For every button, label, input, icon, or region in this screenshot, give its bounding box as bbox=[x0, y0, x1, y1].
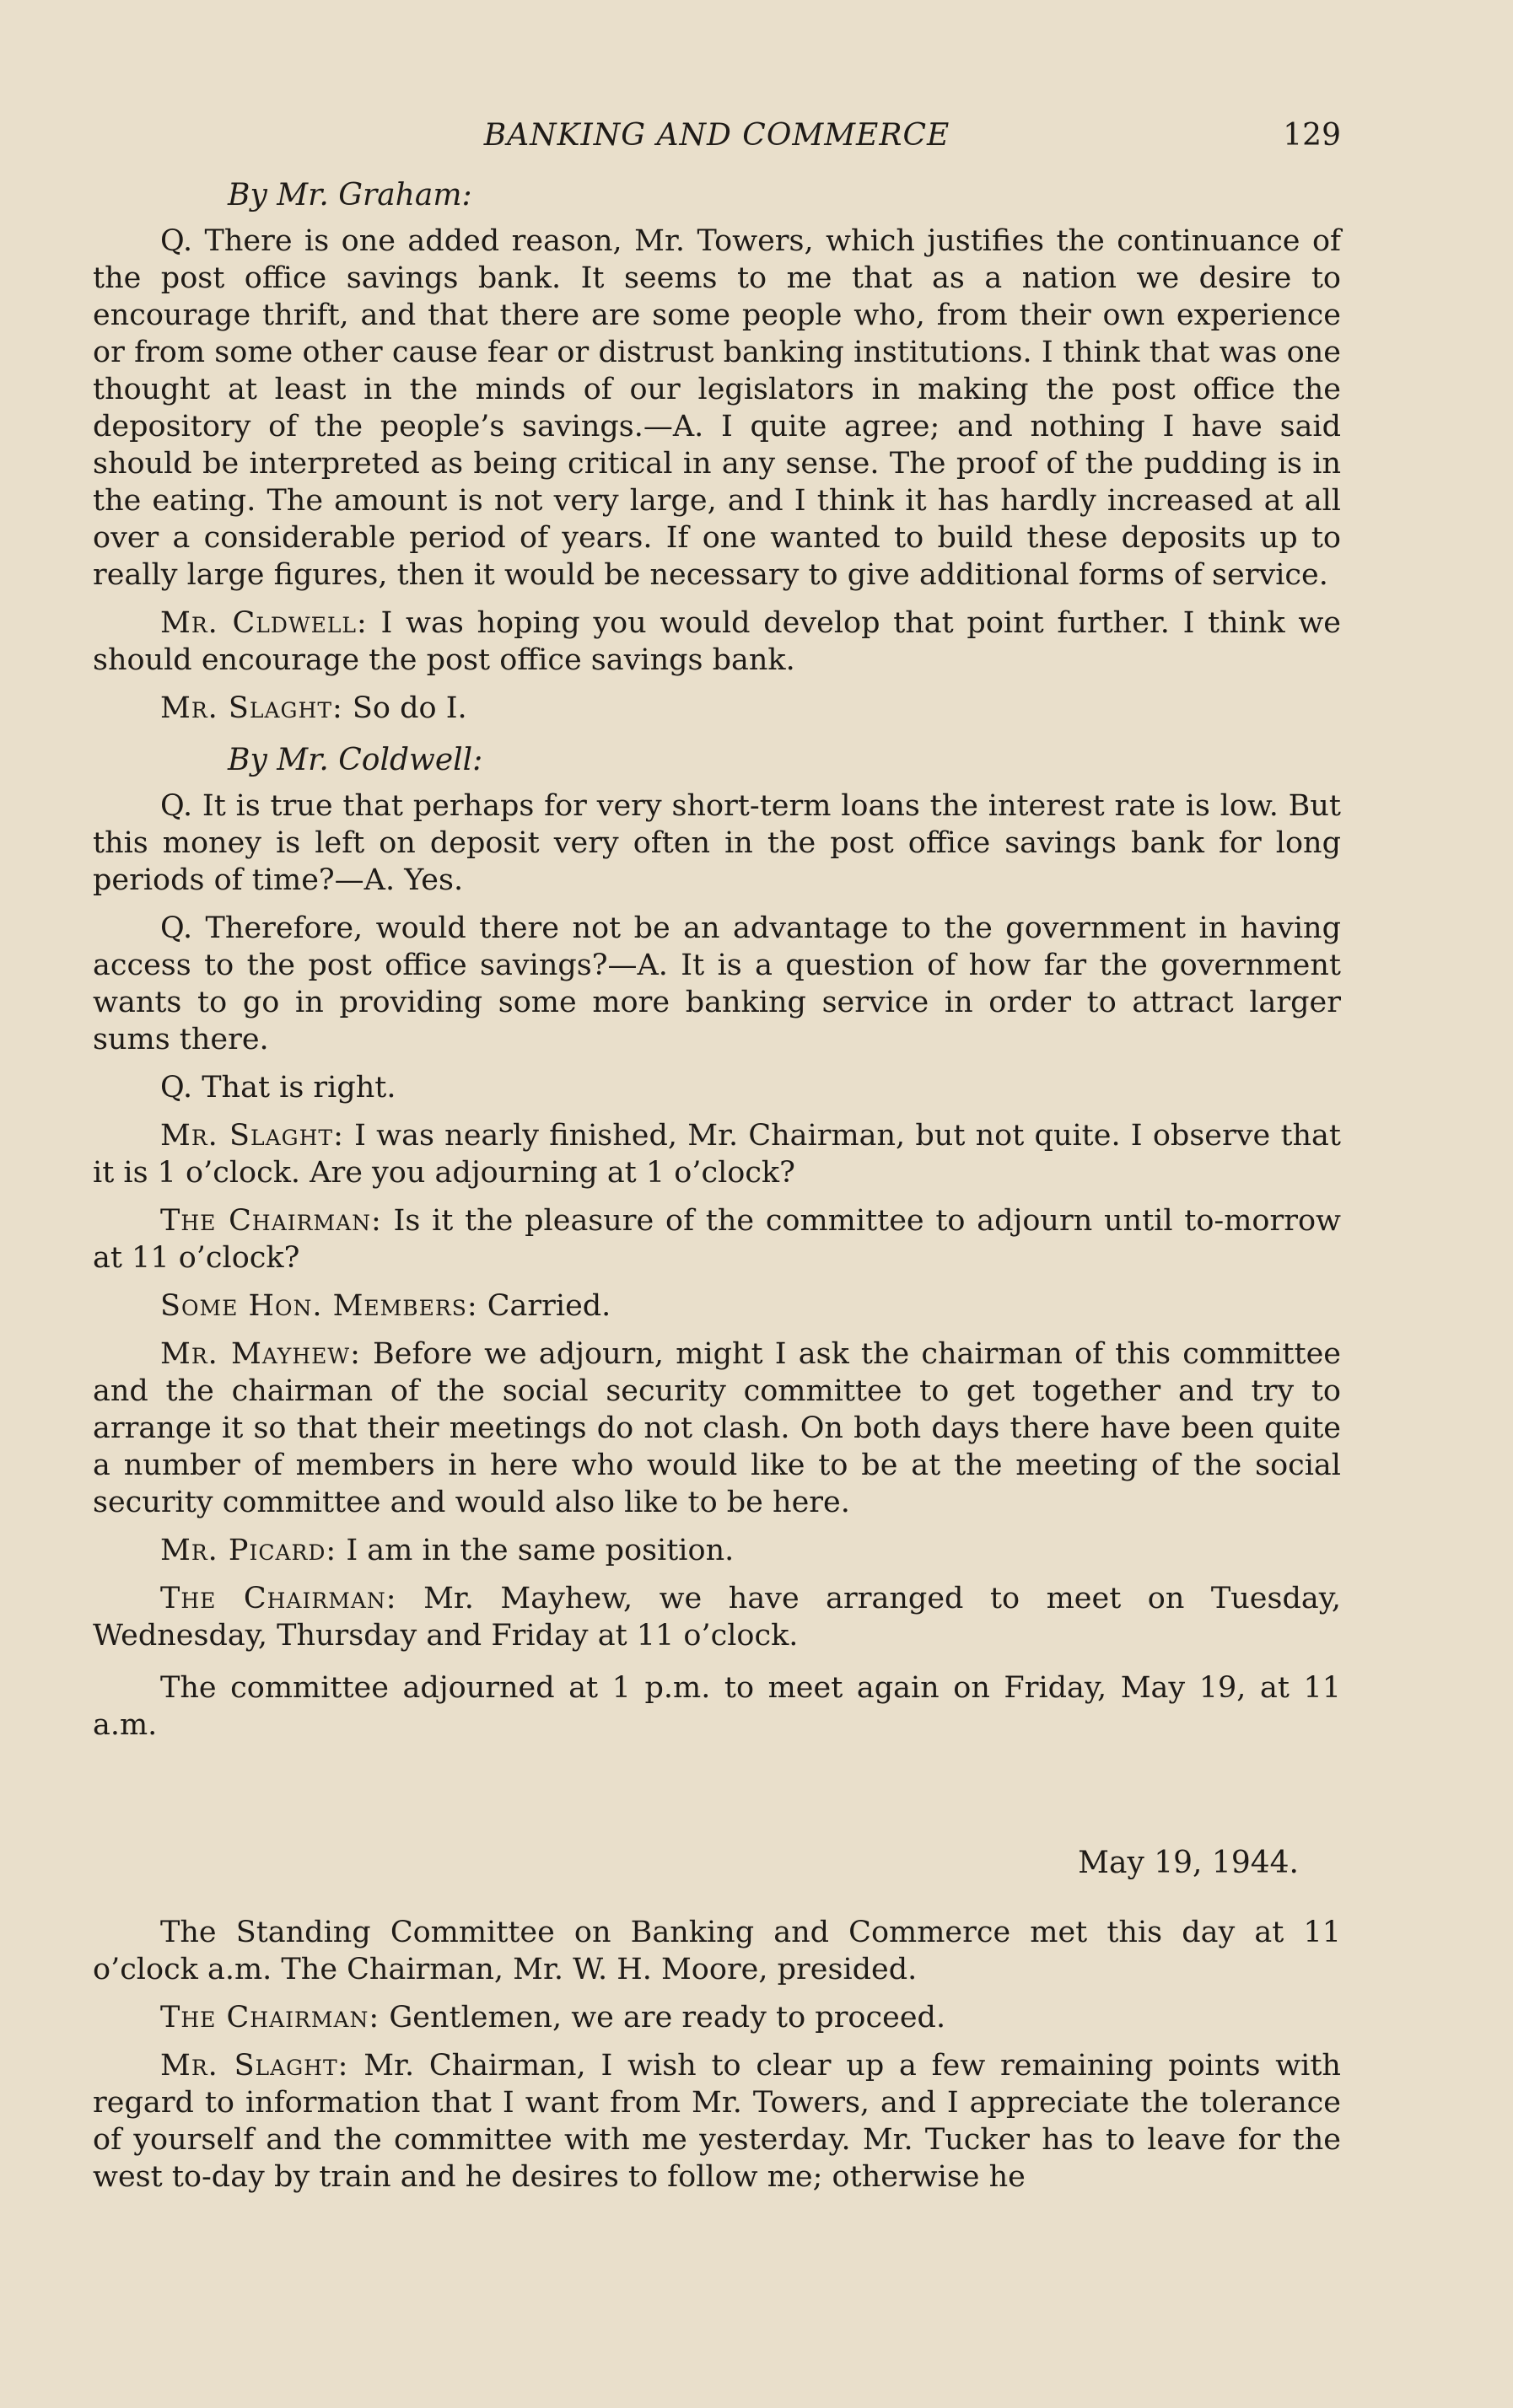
paragraph bbox=[93, 1580, 1341, 1654]
paragraph-text: Q. Therefore, would there not be an advantage to the government in having access to the post office savings?—A. It is a question of how far the government wants to go in providing some more banking service in order to attract larger sums there. bbox=[93, 911, 1341, 1056]
paragraph bbox=[93, 910, 1341, 1058]
paragraph bbox=[93, 690, 1341, 727]
page-number: 129 bbox=[1283, 118, 1341, 153]
paragraph-text: Carried. bbox=[477, 1289, 611, 1323]
paragraph bbox=[93, 1287, 1341, 1325]
paragraph bbox=[93, 223, 1341, 594]
speaker-name: The Chairman: bbox=[160, 1204, 382, 1238]
paragraph bbox=[93, 1914, 1341, 1988]
speaker-name: Mr. Cldwell: bbox=[160, 606, 368, 640]
page-header bbox=[93, 118, 1341, 169]
paragraph bbox=[93, 1069, 1341, 1106]
paragraph-text: Is it the pleasure of the committee to adjourn until to-morrow at 11 o’clock? bbox=[93, 1204, 1341, 1275]
paragraph bbox=[93, 1532, 1341, 1569]
questioner-byline: By Mr. Coldwell: bbox=[228, 743, 483, 777]
paragraph-text: Q. It is true that perhaps for very short-term loans the interest rate is low. But this money is left on deposit very often in the post office savings bank for long periods of time?—A. Yes. bbox=[93, 789, 1341, 897]
page-content bbox=[93, 177, 1341, 2206]
paragraph-text: Mr. Chairman, I wish to clear up a few remaining points with regard to information that I want from Mr. Towers, and I appreciate the tolerance of yourself and the committee with me yesterday. Mr. Tucker has to leave for the west to-day by train and he desires to follow me; otherwise he bbox=[93, 2049, 1341, 2194]
speaker-name: Mr. Mayhew: bbox=[160, 1337, 361, 1371]
paragraph-text: I am in the same position. bbox=[337, 1534, 735, 1567]
speaker-name: Mr. Picard: bbox=[160, 1534, 337, 1567]
speaker-name: The Chairman: bbox=[160, 2001, 380, 2034]
paragraph bbox=[93, 1336, 1341, 1521]
paragraph bbox=[93, 1202, 1341, 1277]
paragraph-text: Mr. Mayhew, we have arranged to meet on Tuesday, Wednesday, Thursday and Friday at 11 o’clock. bbox=[93, 1582, 1341, 1653]
speaker-name: Some Hon. Members: bbox=[160, 1289, 478, 1323]
paragraph bbox=[93, 605, 1341, 679]
paragraph-text: Gentlemen, we are ready to proceed. bbox=[380, 2001, 946, 2034]
session-date: May 19, 1944. bbox=[1078, 1846, 1299, 1880]
running-title: BANKING AND COMMERCE bbox=[483, 118, 950, 153]
paragraph-text: I was hoping you would develop that point further. I think we should encourage the post office savings bank. bbox=[93, 606, 1342, 677]
adjournment-note: The committee adjourned at 1 p.m. to meet again on Friday, May 19, at 11 a.m. bbox=[93, 1671, 1341, 1742]
speaker-name: Mr. Slaght: bbox=[160, 691, 343, 725]
paragraph bbox=[93, 2047, 1341, 2196]
paragraph-text: I was nearly finished, Mr. Chairman, but not quite. I observe that it is 1 o’clock. Are you adjourning at 1 o’clock? bbox=[93, 1119, 1341, 1190]
speaker-name: Mr. Slaght: bbox=[160, 1119, 344, 1153]
paragraph-text: So do I. bbox=[342, 691, 467, 725]
questioner-byline: By Mr. Graham: bbox=[228, 178, 472, 212]
speaker-name: The Chairman: bbox=[160, 1582, 397, 1615]
speaker-name: Mr. Slaght: bbox=[160, 2049, 349, 2083]
paragraph-text: Before we adjourn, might I ask the chairman of this committee and the chairman of the social security committee to get together and try to arrange it so that their meetings do not clash. On both days there have been quite a number of members in here who would like to be at the meeting of the social security committee and would also like to be here. bbox=[93, 1337, 1341, 1519]
paragraph-text: The Standing Committee on Banking and Commerce met this day at 11 o’clock a.m. The Chairman, Mr. W. H. Moore, presided. bbox=[93, 1916, 1341, 1986]
paragraph bbox=[93, 1999, 1341, 2036]
paragraph bbox=[93, 1117, 1341, 1191]
paragraph-text: Q. There is one added reason, Mr. Towers, which justifies the continuance of the post office savings bank. It seems to me that as a nation we desire to encourage thrift, and that there are some people who, from their own experience or from some other cause fear or distrust banking institutions. I think that was one thought at least in the minds of our legislators in making the post office the depository of the people’s savings.—A. I quite agree; and nothing I have said should be interpreted as being critical in any sense. The proof of the pudding is in the eating. The amount is not very large, and I think it has hardly increased at all over a considerable period of years. If one wanted to build these deposits up to really large figures, then it would be necessary to give additional forms of service. bbox=[93, 224, 1341, 592]
paragraph bbox=[93, 787, 1341, 899]
paragraph-text: Q. That is right. bbox=[160, 1071, 396, 1105]
